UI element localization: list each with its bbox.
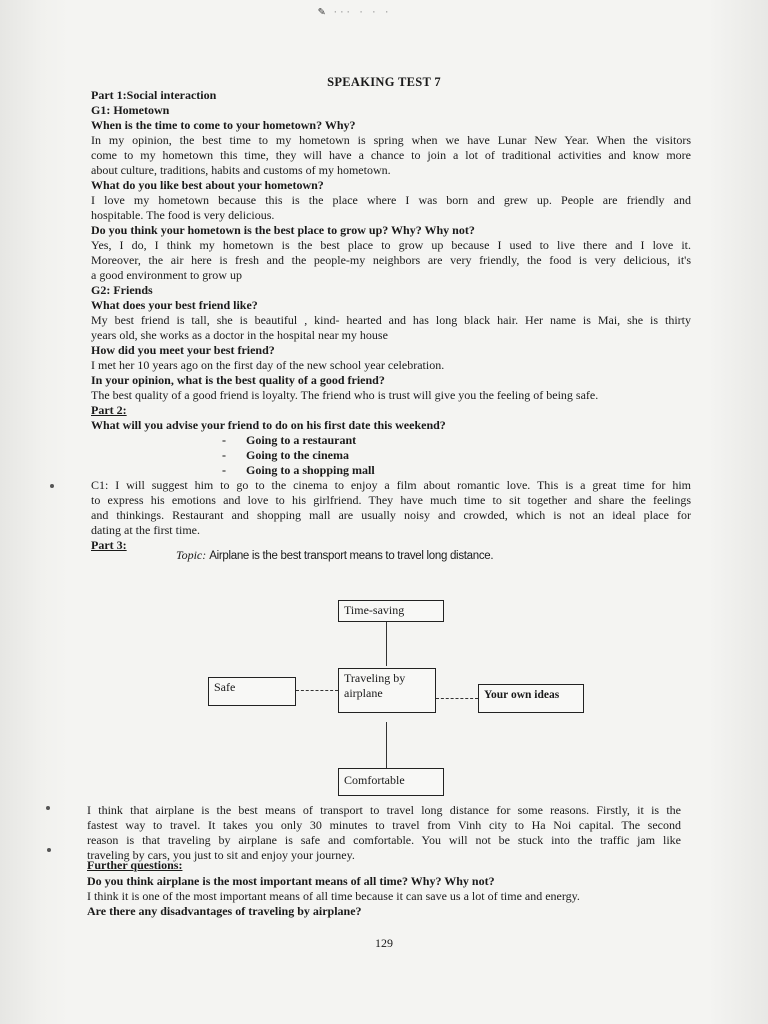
answer-1-line: In my opinion, the best time to my hometown is spring when we have Lunar New Year. When the visitors bbox=[91, 133, 691, 147]
question-1: When is the time to come to your hometown? Why? bbox=[91, 118, 356, 132]
dash-bullet: - bbox=[222, 463, 226, 477]
answer-1-line: about culture, traditions, habits and customs of my hometown. bbox=[91, 163, 391, 177]
option-item bbox=[222, 448, 349, 463]
part1-heading: Part 1:Social interaction bbox=[91, 88, 217, 102]
part2-heading: Part 2: bbox=[91, 403, 127, 417]
pen-mark-icon: ✎ bbox=[318, 4, 327, 18]
topic-line bbox=[176, 548, 493, 563]
node-bottom: Comfortable bbox=[338, 768, 444, 796]
further-question-1: Do you think airplane is the most important means of all time? Why? Why not? bbox=[87, 874, 495, 888]
answer-2-line: I love my hometown because this is the place where I was born and grew up. People are friendly and bbox=[91, 193, 691, 207]
question-4: What does your best friend like? bbox=[91, 298, 258, 312]
part2-answer-line: dating at the first time. bbox=[91, 523, 200, 537]
part2-question: What will you advise your friend to do on his first date this weekend? bbox=[91, 418, 446, 432]
question-3: Do you think your hometown is the best place to grow up? Why? Why not? bbox=[91, 223, 475, 237]
margin-dot bbox=[47, 848, 51, 852]
answer-2-line: hospitable. The food is very delicious. bbox=[91, 208, 275, 222]
scan-shadow-left bbox=[0, 0, 70, 1024]
answer-5: I met her 10 years ago on the first day of the new school year celebration. bbox=[91, 358, 445, 372]
further-question-2: Are there any disadvantages of traveling by airplane? bbox=[87, 904, 362, 918]
node-left: Safe bbox=[208, 677, 296, 706]
page-title: SPEAKING TEST 7 bbox=[327, 75, 441, 89]
part2-answer-line: and thinkings. Restaurant and shopping mall are usually noisy and crowded, which is not an ideal place for bbox=[91, 508, 691, 522]
scan-header-mark bbox=[318, 4, 458, 28]
answer-3-line: a good environment to grow up bbox=[91, 268, 242, 282]
dash-bullet: - bbox=[222, 433, 226, 447]
connector-left bbox=[296, 690, 338, 691]
scan-shadow-right bbox=[708, 0, 768, 1024]
option-label: Going to a shopping mall bbox=[246, 463, 375, 477]
node-center: Traveling by airplane bbox=[338, 668, 436, 713]
part3-heading: Part 3: bbox=[91, 538, 127, 552]
topic-label: Topic: bbox=[176, 548, 207, 562]
node-right: Your own ideas bbox=[478, 684, 584, 713]
page-number: 129 bbox=[375, 936, 393, 950]
answer-4-line: years old, she works as a doctor in the hospital near my house bbox=[91, 328, 388, 342]
margin-dot bbox=[50, 484, 54, 488]
option-item bbox=[222, 433, 356, 448]
further-answer-1: I think it is one of the most important means of all time because it can save us a lot of time and energy. bbox=[87, 889, 580, 903]
g2-heading: G2: Friends bbox=[91, 283, 153, 297]
topic-text: Airplane is the best transport means to travel long distance. bbox=[209, 550, 494, 562]
connector-bottom bbox=[386, 722, 387, 768]
further-questions-heading: Further questions: bbox=[87, 858, 183, 872]
answer-3-line: Moreover, the air here is fresh and the people-my neighbors are very friendly, the food is very delicious, it's bbox=[91, 253, 691, 267]
dash-bullet: - bbox=[222, 448, 226, 462]
margin-dot bbox=[46, 806, 50, 810]
answer-4-line: My best friend is tall, she is beautiful , kind- hearted and has long black hair. Her name is Mai, she is thirty bbox=[91, 313, 691, 327]
part2-answer-line: C1: I will suggest him to go to the cinema to enjoy a film about romantic love. This is a great time for him bbox=[91, 478, 691, 492]
option-item bbox=[222, 463, 375, 478]
option-label: Going to the cinema bbox=[246, 448, 349, 462]
part3-answer-line: I think that airplane is the best means of transport to travel long distance for some reasons. Firstly, it is the bbox=[87, 803, 681, 817]
part3-answer-line: traveling by cars, you just to sit and enjoy your journey. bbox=[87, 848, 355, 862]
question-2: What do you like best about your hometown? bbox=[91, 178, 324, 192]
g1-heading: G1: Hometown bbox=[91, 103, 170, 117]
answer-1-line: come to my hometown this time, they will have a chance to join a lot of traditional activities and know more bbox=[91, 148, 691, 162]
part3-answer-line: fastest way to travel. It takes you only 30 minutes to travel from Vinh city to Ha Noi capital. The second bbox=[87, 818, 681, 832]
part2-answer-line: to express his emotions and love to his girlfriend. They have much time to sit together and share the feelings bbox=[91, 493, 691, 507]
connector-top bbox=[386, 622, 387, 666]
header-mark-text: ··· · · · bbox=[332, 8, 391, 18]
answer-3-line: Yes, I do, I think my hometown is the best place to grow up because I used to live there and I love it. bbox=[91, 238, 691, 252]
question-5: How did you meet your best friend? bbox=[91, 343, 275, 357]
node-top: Time-saving bbox=[338, 600, 444, 622]
option-label: Going to a restaurant bbox=[246, 433, 357, 447]
connector-right bbox=[436, 698, 478, 699]
answer-6: The best quality of a good friend is loyalty. The friend who is trust will give you the feeling of being safe. bbox=[91, 388, 599, 402]
question-6: In your opinion, what is the best quality of a good friend? bbox=[91, 373, 385, 387]
part3-answer-line: reason is that traveling by airplane is safe and comfortable. You will not be stuck into the traffic jam like bbox=[87, 833, 681, 847]
